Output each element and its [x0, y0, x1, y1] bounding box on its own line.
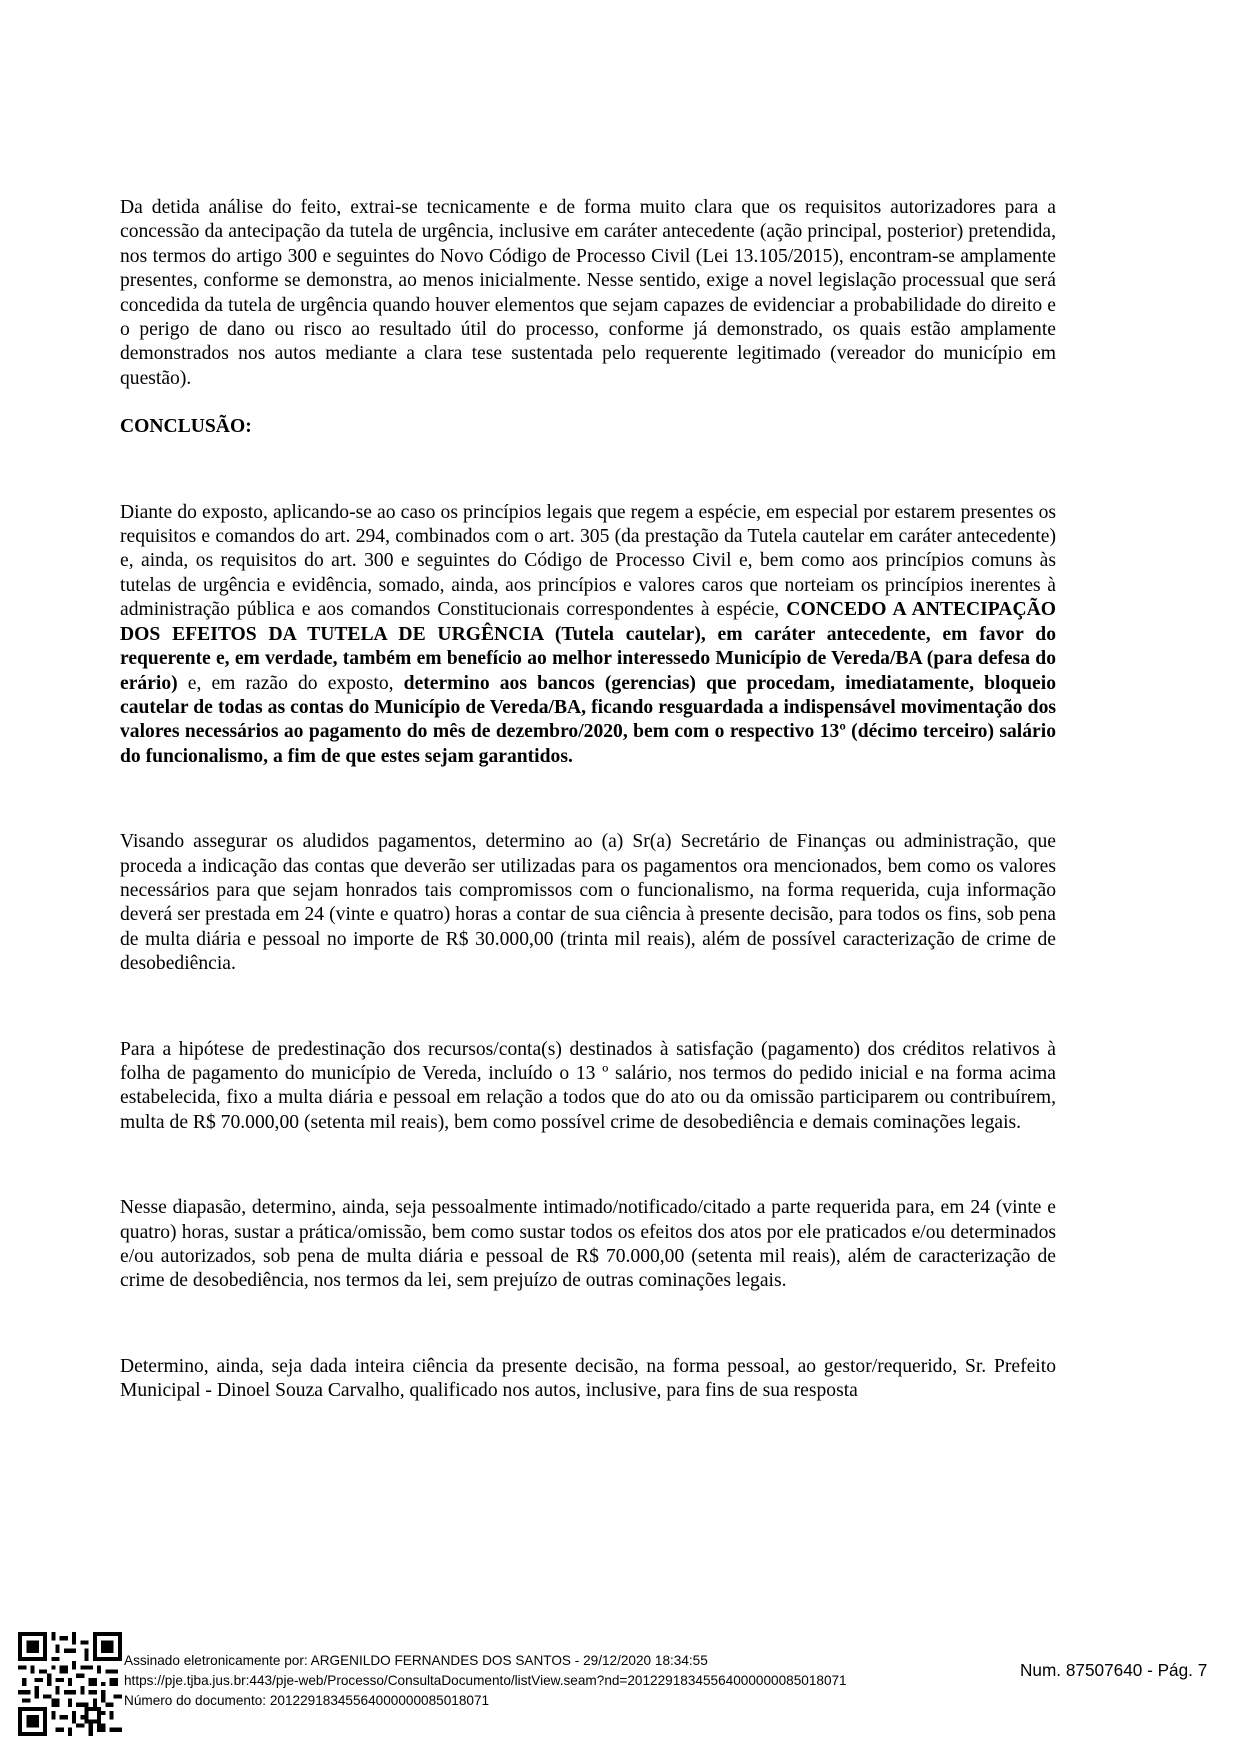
decision-text-1: Diante do exposto, aplicando-se ao caso os princípios legais que regem a espécie, em especial por estarem presentes os requisitos e comandos do art. 294, combinados com o art. 305 (da prestação da Tutela cautelar em caráter antecedente) e, ainda, os requisitos do art. 300 e seguintes do Código de Processo Civil e, bem como aos princípios comuns às tutelas de urgência e evidência, somado, ainda, aos princípios e valores caros que norteiam os princípios inerentes à administração pública e aos comandos Constitucionais correspondentes à espécie,: [120, 501, 1056, 621]
document-number-line: Número do documento: 20122918345564000000085018071: [124, 1693, 490, 1708]
paragraph-penalty: Para a hipótese de predestinação dos recursos/conta(s) destinados à satisfação (pagamento) dos créditos relativos à folha de pagamento do município de Vereda, incluído o 13 º salário, nos termos do pedido inicial e na forma acima estabelecida, fixo a multa diária e pessoal em relação a todos que do ato ou da omissão participarem ou contribuírem, multa de R$ 70.000,00 (setenta mil reais), bem como possível crime de desobediência e demais cominações legais.: [120, 1038, 1056, 1133]
paragraph-mayor: Determino, ainda, seja dada inteira ciência da presente decisão, na forma pessoal, ao gestor/requerido, Sr. Prefeito Municipal - Dinoel Souza Carvalho, qualificado nos autos, inclusive, para fins de sua resposta: [120, 1355, 1056, 1402]
signature-footer: [0, 1620, 1240, 1755]
decision-bold-1: CONCEDO A ANTECIPAÇÃO DOS EFEITOS DA TUTELA DE URGÊNCIA (Tutela cautelar), em caráter antecedente, em favor do requerente e, em verdade, também em benefício ao melhor interessedo Município de Vereda/BA (para defesa do erário): [120, 599, 1056, 694]
decision-text-2: e, em razão do exposto,: [177, 672, 404, 694]
paragraph-decision: [120, 501, 1056, 769]
signature-info: [124, 1651, 847, 1711]
conclusion-heading: CONCLUSÃO:: [120, 416, 252, 438]
page-number: Num. 87507640 - Pág. 7: [1020, 1660, 1208, 1680]
signed-by-line: Assinado eletronicamente por: ARGENILDO FERNANDES DOS SANTOS - 29/12/2020 18:34:55: [124, 1653, 708, 1668]
document-body: [120, 196, 1056, 1404]
paragraph-notification: Nesse diapasão, determino, ainda, seja pessoalmente intimado/notificado/citado a parte requerida para, em 24 (vinte e quatro) horas, sustar a prática/omissão, bem como sustar todos os efeitos dos atos por ele praticados e/ou determinados e/ou autorizados, sob pena de multa diária e pessoal de R$ 70.000,00 (setenta mil reais), além de caracterização de crime de desobediência, nos termos da lei, sem prejuízo de outras cominações legais.: [120, 1197, 1056, 1292]
paragraph-payments: Visando assegurar os aludidos pagamentos, determino ao (a) Sr(a) Secretário de Finanças ou administração, que proceda a indicação das contas que deverão ser utilizadas para os pagamentos ora mencionados, bem como os valores necessários para que sejam honrados tais compromissos com o funcionalismo, na forma requerida, cuja informação deverá ser prestada em 24 (vinte e quatro) horas a contar de sua ciência à presente decisão, para todos os fins, sob pena de multa diária e pessoal no importe de R$ 30.000,00 (trinta mil reais), além de possível caracterização de crime de desobediência.: [120, 831, 1056, 975]
paragraph-analysis: Da detida análise do feito, extrai-se tecnicamente e de forma muito clara que os requisitos autorizadores para a concessão da antecipação da tutela de urgência, inclusive em caráter antecedente (ação principal, posterior) pretendida, nos termos do artigo 300 e seguintes do Novo Código de Processo Civil (Lei 13.105/2015), encontram-se amplamente presentes, conforme se demonstra, ao menos inicialmente. Nesse sentido, exige a novel legislação processual que será concedida da tutela de urgência quando houver elementos que sejam capazes de evidenciar a probabilidade do direito e o perigo de dano ou risco ao resultado útil do processo, conforme já demonstrado, os quais estão amplamente demonstrados nos autos mediante a clara tese sustentada pelo requerente legitimado (vereador do município em questão).: [120, 197, 1056, 389]
document-url-link[interactable]: https://pje.tjba.jus.br:443/pje-web/Processo/ConsultaDocumento/listView.seam?nd=20122918345564000000085018071: [124, 1673, 847, 1688]
decision-bold-2: determino aos bancos (gerencias) que procedam, imediatamente, bloqueio cautelar de todas as contas do Município de Vereda/BA, ficando resguardada a indispensável movimentação dos valores necessários ao pagamento do mês de dezembro/2020, bem com o respectivo 13º (décimo terceiro) salário do funcionalismo, a fim de que estes sejam garantidos.: [120, 672, 1056, 767]
qr-code-icon[interactable]: [18, 1632, 122, 1736]
